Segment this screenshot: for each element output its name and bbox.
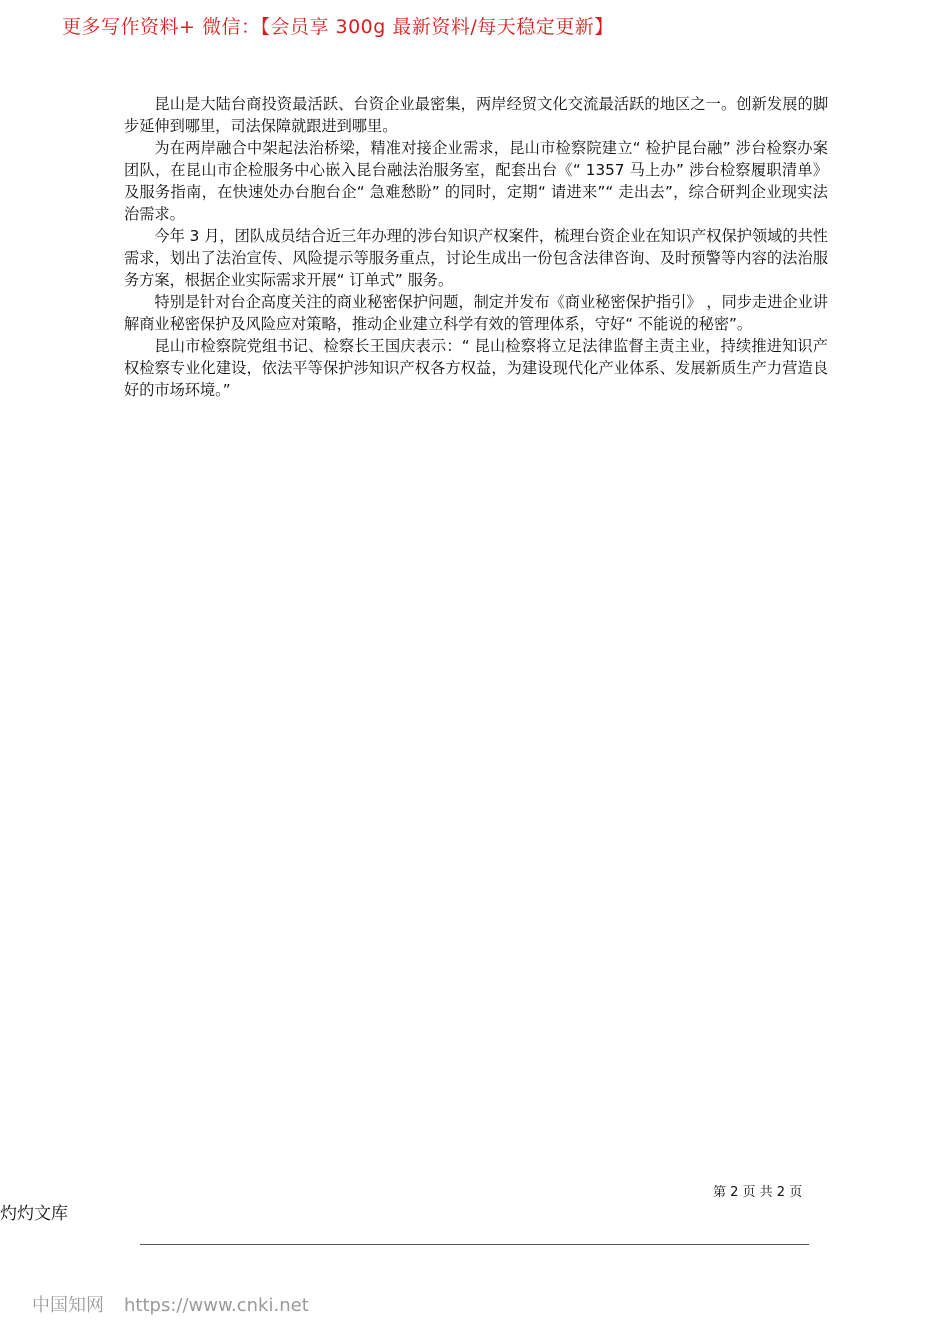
watermark-site-name: 中国知网 [32,1295,104,1316]
page-number: 第 2 页 共 2 页 [713,1185,803,1200]
watermark [32,1294,309,1318]
article-paragraph: 特别是针对台企高度关注的商业秘密保护问题，制定并发布《商业秘密保护指引》 ，同步走进企业讲解商业秘密保护及风险应对策略，推动企业建立科学有效的管理体系，守好“ 不能说的秘密”。 [124,293,828,333]
article-paragraph: 今年 3 月，团队成员结合近三年办理的涉台知识产权案件，梳理台资企业在知识产权保护领域的共性需求，划出了法治宣传、风险提示等服务重点，讨论生成出一份包含法律咨询、及时预警等内容的法治服务方案，根据企业实际需求开展“ 订单式” 服务。 [124,227,828,289]
library-name: 灼灼文库 [0,1204,68,1224]
watermark-url: https://www.cnki.net [124,1295,309,1316]
article-paragraph: 为在两岸融合中架起法治桥梁，精准对接企业需求，昆山市检察院建立“ 检护昆台融” 涉台检察办案团队，在昆山市企检服务中心嵌入昆台融法治服务室，配套出台《“ 1357 马上办” 涉台检察履职清单》及服务指南，在快速处办台胞台企“ 急难愁盼” 的同时，定期“ 请进来”“ 走出去”，综合研判企业现实法治需求。 [124,139,828,223]
article-paragraph: 昆山市检察院党组书记、检察长王国庆表示：“ 昆山检察将立足法律监督主责主业，持续推进知识产权检察专业化建设，依法平等保护涉知识产权各方权益，为建设现代化产业体系、发展新质生产力营造良好的市场环境。” [124,337,828,399]
article-body [124,93,828,401]
footer-divider [140,1244,809,1245]
promo-banner: 更多写作资料+ 微信：【会员享 300g 最新资料/每天稳定更新】 [62,16,614,38]
article-paragraph: 昆山是大陆台商投资最活跃、台资企业最密集，两岸经贸文化交流最活跃的地区之一。创新发展的脚步延伸到哪里，司法保障就跟进到哪里。 [124,95,828,135]
